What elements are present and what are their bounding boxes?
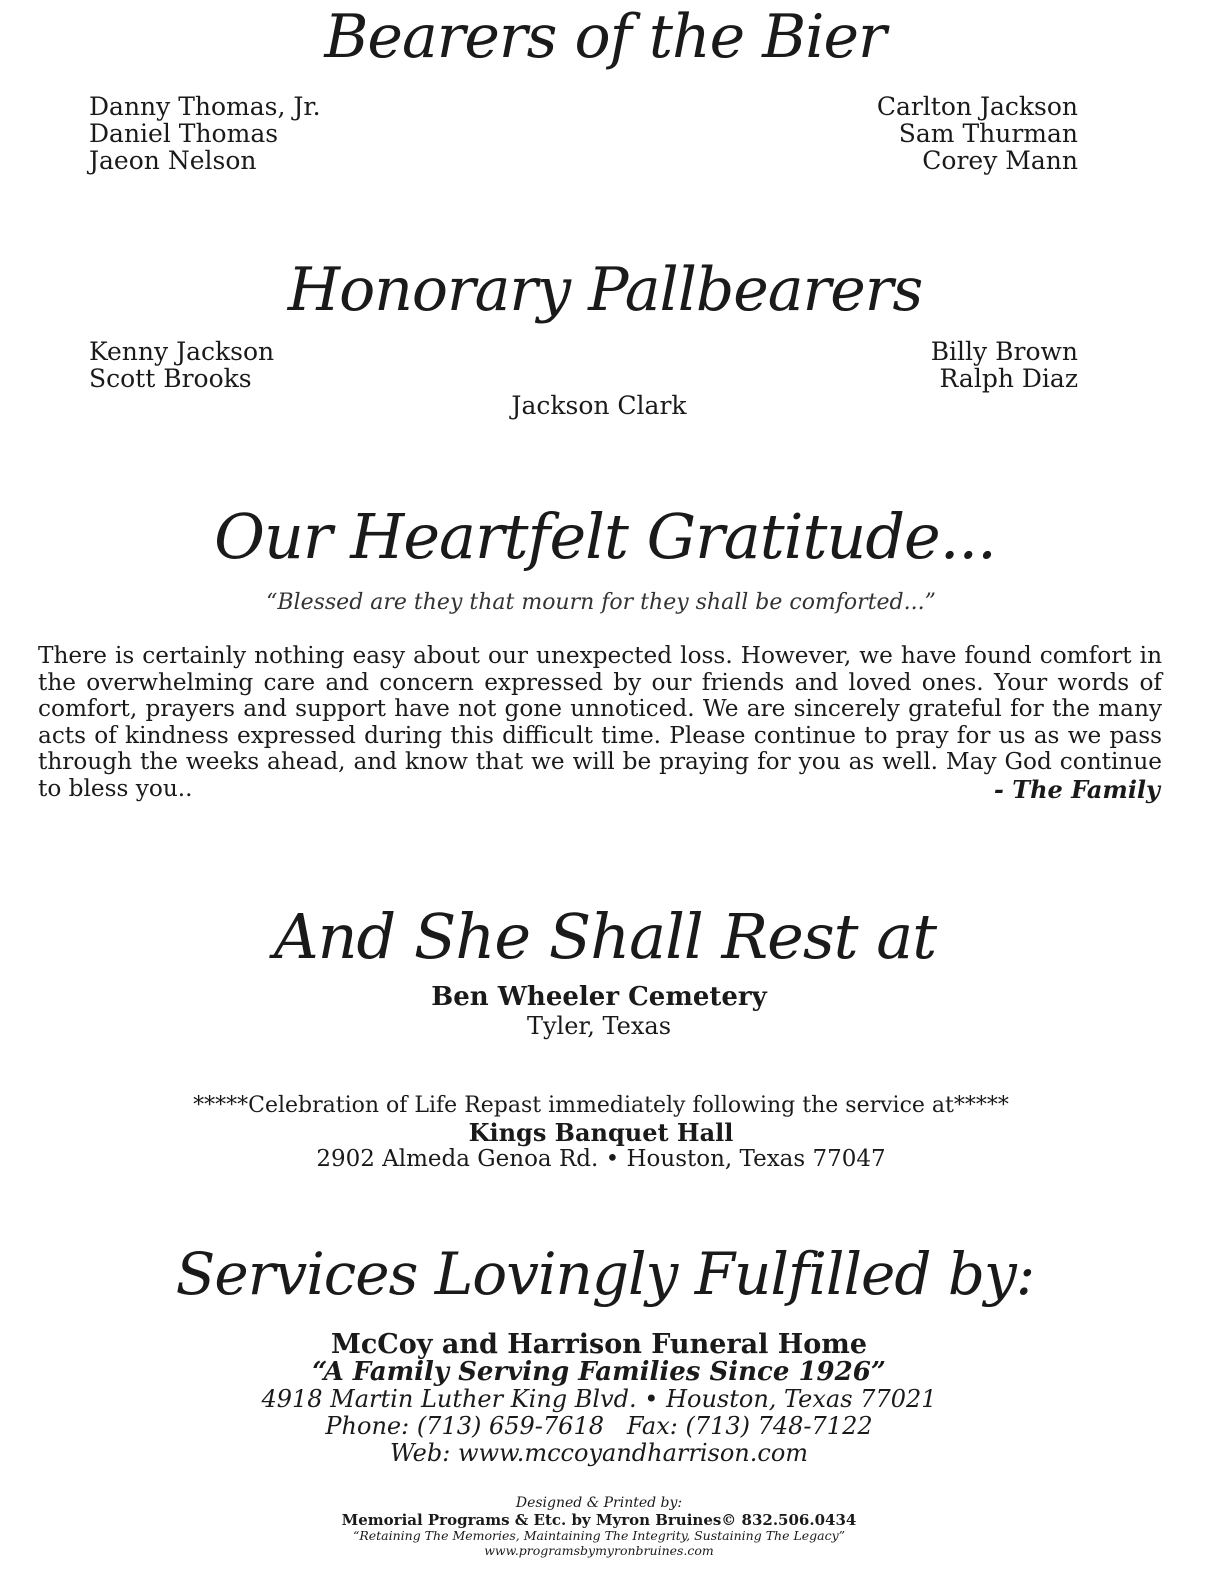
honorary-heading: Honorary Pallbearers	[287, 255, 923, 325]
repast-address: 2902 Almeda Genoa Rd. • Houston, Texas 77047	[316, 1146, 886, 1172]
gratitude-signoff: - The Family	[993, 775, 1160, 804]
bearers-right-list	[877, 93, 1078, 174]
funeral-home-name: McCoy and Harrison Funeral Home	[330, 1329, 868, 1360]
cemetery-name: Ben Wheeler Cemetery	[431, 982, 767, 1012]
honorary-name: Billy Brown	[930, 337, 1078, 366]
bearer-name: Danny Thomas, Jr.	[89, 92, 321, 121]
credits-designed: Designed & Printed by:	[515, 1495, 683, 1511]
credits-tagline: “Retaining The Memories, Maintaining The Integrity, Sustaining The Legacy”	[352, 1528, 846, 1543]
gratitude-quote: “Blessed are they that mourn for they shall be comforted...”	[266, 590, 936, 615]
bearer-name: Jaeon Nelson	[89, 146, 257, 175]
honorary-right-list	[931, 338, 1078, 392]
honorary-left-list	[89, 338, 274, 392]
credits-company: Memorial Programs & Etc. by Myron Bruines© 832.506.0434	[341, 1511, 857, 1529]
services-heading: Services Lovingly Fulfilled by:	[175, 1240, 1035, 1308]
bearer-name: Carlton Jackson	[876, 92, 1078, 121]
cemetery-location: Tyler, Texas	[526, 1012, 672, 1040]
bearer-name: Corey Mann	[922, 146, 1078, 175]
gratitude-heading: Our Heartfelt Gratitude...	[214, 500, 996, 573]
honorary-name: Ralph Diaz	[939, 364, 1078, 393]
funeral-home-phone: Phone: (713) 659-7618 Fax: (713) 748-7122	[325, 1412, 873, 1440]
funeral-home-address: 4918 Martin Luther King Blvd. • Houston, Texas 77021	[261, 1385, 937, 1413]
repast-venue: Kings Banquet Hall	[468, 1118, 734, 1147]
honorary-name: Scott Brooks	[89, 364, 252, 393]
honorary-center-name: Jackson Clark	[511, 391, 687, 420]
gratitude-body: There is certainly nothing easy about our unexpected loss. However, we have found comfort in the overwhelming care and concern expressed by our friends and loved ones. Your words of comfort, prayers and support have not gone unnoticed. We are sincerely grateful for the many acts of kindness expressed during this difficult time. Please continue to pray for us as we pass through the weeks ahead, and know that we will be praying for you as well. May God continue to bless you..	[38, 642, 1162, 802]
bearer-name: Daniel Thomas	[89, 119, 279, 148]
bearers-heading: Bearers of the Bier	[324, 2, 886, 72]
credits-website: www.programsbymyronbruines.com	[484, 1543, 714, 1558]
repast-announcement: *****Celebration of Life Repast immediately following the service at*****	[193, 1093, 1009, 1118]
honorary-name: Kenny Jackson	[89, 337, 275, 366]
funeral-home-web: Web: www.mccoyandharrison.com	[389, 1439, 809, 1467]
funeral-home-slogan: “A Family Serving Families Since 1926”	[312, 1357, 886, 1387]
bearer-name: Sam Thurman	[898, 119, 1078, 148]
bearers-left-list	[89, 93, 321, 174]
rest-heading: And She Shall Rest at	[273, 900, 937, 973]
